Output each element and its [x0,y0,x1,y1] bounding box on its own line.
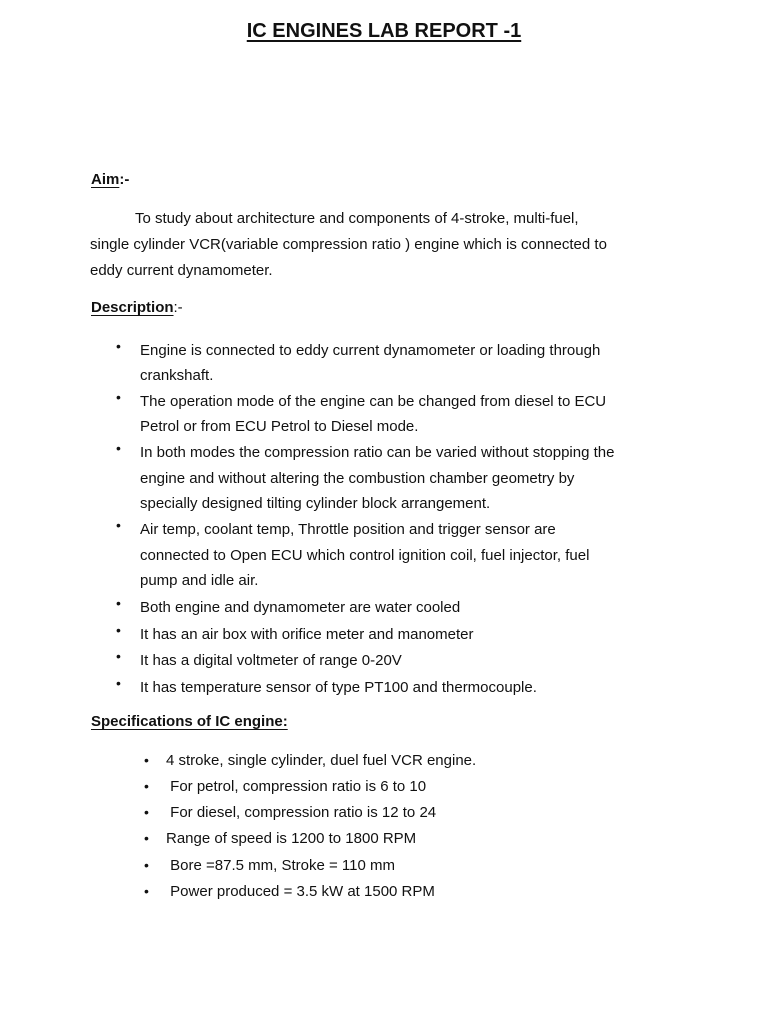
bullet: • [116,648,121,664]
bullet: • [116,338,121,354]
document-page: IC ENGINES LAB REPORT -1 Aim:- To study about architecture and components of 4-stroke, multi-fuel, single cylinder VCR(variable compression ratio ) engine which is connected to eddy current dynamometer. Description:- • Engine is connected to eddy current dynamometer or loading through crankshaft. • The operation mode of the engine can be changed from diesel to ECU Petrol or from ECU Petrol to Diesel mode. • In both modes the compression ratio can be varied without stopping the engine and without altering the combustion chamber geometry by specially designed tilting cylinder block arrangement. • Air temp, coolant temp, Throttle position and trigger sensor are connected to Open ECU which control ignition coil, fuel injector, fuel pump and idle air. • Both engine and dynamometer are water cooled • It has an air box with orifice meter and manometer • It has a digital voltmeter of range 0-20V • It has temperature sensor of type PT100 and thermocouple. Specifications of IC engine: • 4 stroke, single cylinder, duel fuel VCR engine. • For petrol, compression ratio is 6 to 10 • For diesel, compression ratio is 12 to 24 • Range of speed is 1200 to 1800 RPM • Bore =87.5 mm, Stroke = 110 mm • Power produced = 3.5 kW at 1500 RPM [0,0,768,1024]
page-title: IC ENGINES LAB REPORT -1 [246,20,522,42]
aim-line: eddy current dynamometer. [90,262,273,279]
specifications-heading: Specifications of IC engine: [91,713,288,730]
bullet: • [144,830,149,846]
aim-paragraph [90,206,670,284]
bullet: • [144,857,149,873]
bullet: • [144,778,149,794]
bullet: • [144,752,149,768]
bullet: • [116,440,121,456]
aim-line: single cylinder VCR(variable compression ratio ) engine which is connected to [90,236,607,253]
bullet: • [116,389,121,405]
bullet: • [116,675,121,691]
aim-line: To study about architecture and components of 4-stroke, multi-fuel, [135,210,579,227]
aim-heading: Aim:- [91,171,130,188]
bullet: • [116,595,121,611]
bullet: • [116,622,121,638]
bullet: • [116,517,121,533]
bullet: • [144,883,149,899]
description-heading: Description:- [91,299,183,316]
bullet: • [144,804,149,820]
